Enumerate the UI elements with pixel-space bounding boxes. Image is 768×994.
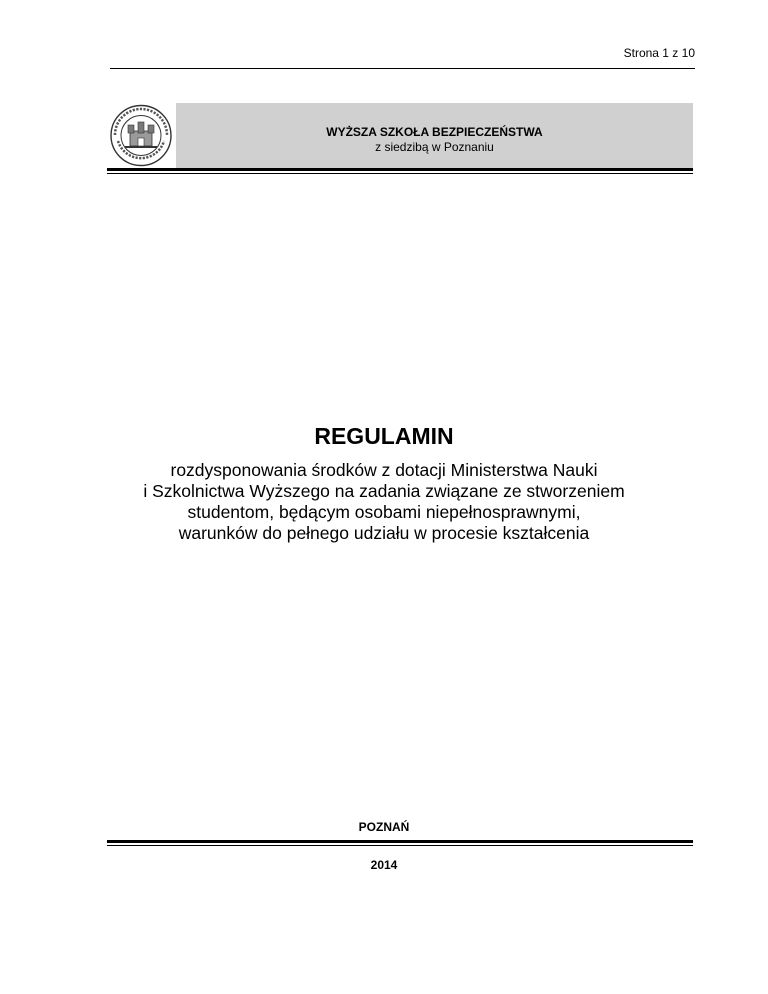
page-number: Strona 1 z 10 (623, 46, 695, 60)
school-name: WYŻSZA SZKOŁA BEZPIECZEŃSTWA (326, 125, 543, 139)
subtitle-line: rozdysponowania środków z dotacji Ministerstwa Nauki (170, 460, 598, 480)
subtitle-line: studentom, będącym osobami niepełnosprawnymi, (187, 502, 581, 522)
header-double-rule (107, 168, 693, 174)
top-rule (110, 68, 695, 69)
subtitle-line: i Szkolnictwa Wyższego na zadania związane ze stworzeniem (143, 481, 625, 501)
school-seat: z siedzibą w Poznaniu (375, 140, 494, 154)
document-subtitle (0, 460, 768, 544)
city: POZNAŃ (358, 820, 410, 834)
footer-double-rule (107, 840, 693, 846)
school-seal-logo-icon (108, 103, 174, 168)
document-title: REGULAMIN (314, 423, 454, 449)
seal-box (107, 103, 176, 168)
year: 2014 (370, 858, 398, 872)
subtitle-line: warunków do pełnego udziału w procesie kształcenia (178, 523, 590, 543)
